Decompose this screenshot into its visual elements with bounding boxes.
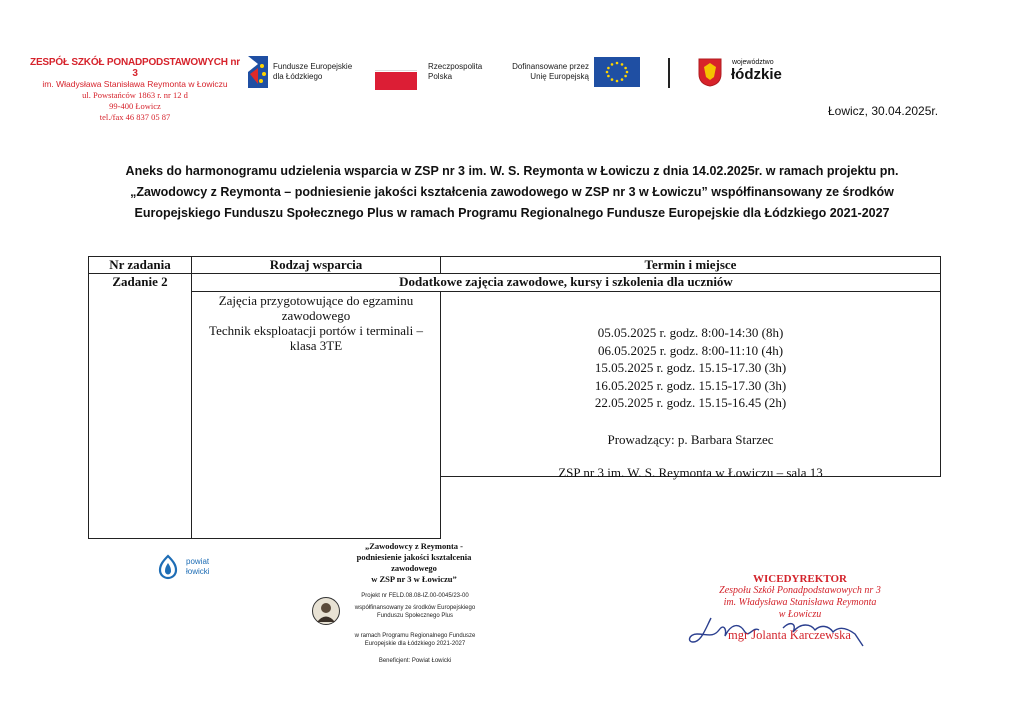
- stamp-line-4: 99-400 Łowicz: [109, 101, 161, 111]
- document-heading: [40, 161, 984, 224]
- sig-name: mgr Jolanta Karczewska: [728, 628, 851, 642]
- powiat-lowicki-logo-icon: [154, 553, 182, 581]
- schedule-cell: [440, 291, 941, 480]
- stamp-line-1: ZESPÓŁ SZKÓŁ PONADPODSTAWOWYCH nr 3: [30, 57, 240, 79]
- stamp-line-5: tel./fax 46 837 05 87: [99, 112, 171, 122]
- powiat-text: [186, 557, 210, 577]
- beneficiary: Beneficjent: Powiat Łowicki: [378, 658, 452, 664]
- rp-line-2: Polska: [428, 72, 453, 81]
- cofinancing-text: [340, 604, 490, 620]
- reymont-portrait-icon: [312, 597, 340, 625]
- schedule-date-5: 22.05.2025 r. godz. 15.15-16.45 (2h): [594, 395, 787, 410]
- schedule-date-1: 05.05.2025 r. godz. 8:00-14:30 (8h): [597, 325, 784, 340]
- schedule-date-4: 16.05.2025 r. godz. 15.15-17.30 (3h): [594, 377, 787, 393]
- task-number: Zadanie 2: [112, 274, 168, 289]
- fe-line-2: dla Łódzkiego: [273, 72, 323, 81]
- woj-small-text: województwo: [732, 59, 774, 66]
- program-line-2: Europejskie dla Łódzkiego 2021-2027: [364, 641, 466, 647]
- powiat-line-1: powiat: [186, 557, 210, 566]
- sig-line-3: im. Władysława Stanisława Reymonta: [723, 597, 877, 608]
- fe-line-1: Fundusze Europejskie: [273, 62, 353, 71]
- support-line-4: klasa 3TE: [289, 338, 343, 353]
- support-line-3: Technik eksploatacji portów i terminali –: [209, 323, 423, 338]
- project-line-1: „Zawodowcy z Reymonta -: [365, 541, 463, 551]
- project-line-4: w ZSP nr 3 w Łowiczu”: [371, 574, 457, 584]
- ue-logo-text: [503, 62, 589, 82]
- polish-flag-icon: [375, 70, 417, 90]
- sig-line-4: w Łowiczu: [778, 609, 822, 620]
- support-line-2: zawodowego: [281, 308, 351, 323]
- cofin-line-2: Funduszu Społecznego Plus: [376, 613, 454, 619]
- schedule-date-2: 06.05.2025 r. godz. 8:00-11:10 (4h): [597, 342, 784, 358]
- logo-divider: [668, 58, 670, 88]
- project-line-2: podniesienie jakości kształcenia: [356, 552, 472, 562]
- ue-line-1: Dofinansowane przez: [512, 62, 589, 71]
- eu-flag-icon: [594, 57, 640, 87]
- header-support-type: Rodzaj wsparcia: [191, 256, 441, 274]
- support-type-cell: [191, 291, 441, 539]
- support-line-1: Zajęcia przygotowujące do egzaminu: [218, 293, 414, 308]
- document-date: Łowicz, 30.04.2025r.: [828, 104, 939, 118]
- program-line-1: w ramach Programu Regionalnego Fundusze: [354, 633, 476, 639]
- rp-logo-text: [428, 62, 482, 82]
- stamp-line-3: ul. Powstańców 1863 r. nr 12 d: [82, 90, 188, 100]
- task-title-cell: Dodatkowe zajęcia zawodowe, kursy i szkolenia dla uczniów: [191, 273, 941, 292]
- sig-title: WICEDYREKTOR: [753, 573, 847, 585]
- schedule-table: [88, 256, 941, 538]
- schedule-date-3: 15.05.2025 r. godz. 15.15-17.30 (3h): [594, 360, 787, 375]
- header-date-place: Termin i miejsce: [440, 256, 941, 274]
- heading-line-2: „Zawodowcy z Reymonta – podniesienie jakości kształcenia zawodowego w ZSP nr 3 w Łowiczu” współfinansowany ze środków: [130, 185, 894, 199]
- fe-logo-text: [273, 62, 352, 82]
- school-stamp: [30, 57, 240, 123]
- sig-line-2: Zespołu Szkół Ponadpodstawowych nr 3: [719, 585, 881, 596]
- rp-line-1: Rzeczpospolita: [428, 62, 483, 71]
- project-line-3: zawodowego: [391, 563, 437, 573]
- lodzkie-crest-icon: [697, 57, 723, 87]
- powiat-line-2: łowicki: [186, 567, 210, 576]
- fundusze-europejskie-logo-icon: [246, 54, 270, 90]
- program-text: [340, 632, 490, 648]
- location: ZSP nr 3 im. W. S. Reymonta w Łowiczu – sala 13: [558, 465, 823, 480]
- stamp-line-2: im. Władysława Stanisława Reymonta w Łowiczu: [42, 79, 228, 89]
- header-task-no: Nr zadania: [88, 256, 192, 274]
- project-title: [324, 541, 504, 585]
- woj-big-text: łódzkie: [731, 66, 782, 83]
- heading-line-3: Europejskiego Funduszu Społecznego Plus w ramach Programu Regionalnego Fundusze Europejskie dla Łódzkiego 2021-2027: [134, 206, 890, 220]
- cofin-line-1: współfinansowany ze środków Europejskiego: [354, 605, 476, 611]
- project-number: Projekt nr FELD.08.08-IZ.00-0045/23-00: [361, 593, 469, 599]
- ue-line-2: Unię Europejską: [530, 72, 589, 81]
- task-number-cell: [88, 273, 192, 539]
- trainer-name: Prowadzący: p. Barbara Starzec: [607, 431, 774, 447]
- heading-line-1: Aneks do harmonogramu udzielenia wsparcia w ZSP nr 3 im. W. S. Reymonta w Łowiczu z dnia 14.02.2025r. w ramach projektu pn.: [125, 164, 899, 178]
